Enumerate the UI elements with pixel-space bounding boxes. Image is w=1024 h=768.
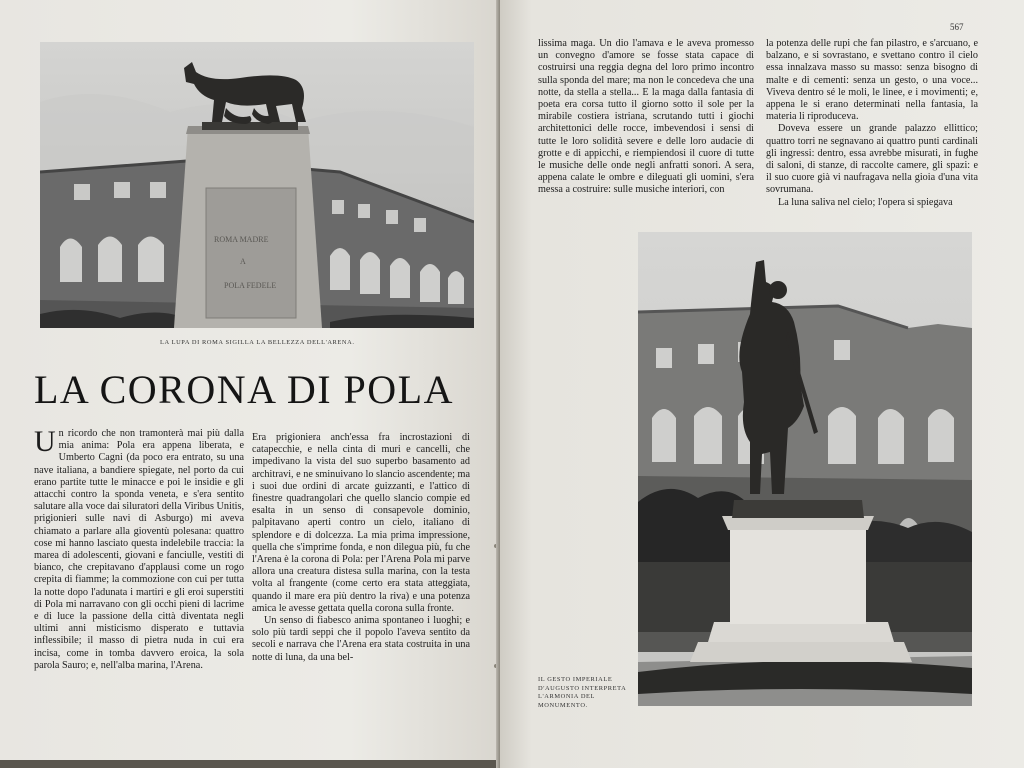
left-column-1 xyxy=(34,425,244,672)
augustus-arena-photo xyxy=(638,232,972,706)
page-number: 567 xyxy=(950,22,964,32)
dropcap-letter: U xyxy=(34,425,56,458)
inscription-line2: A xyxy=(240,257,246,266)
right-column-1 xyxy=(538,38,754,197)
she-wolf-arena-photo xyxy=(40,42,474,328)
augustus-arena-illustration xyxy=(638,232,972,706)
paragraph xyxy=(34,425,244,672)
left-page xyxy=(0,0,500,760)
right-page xyxy=(500,0,1024,768)
augustus-photo-caption: IL GESTO IMPERIALE D'AUGUSTO INTERPRETA L'ARMONIA DEL MONUMENTO. xyxy=(538,676,626,709)
she-wolf-arena-illustration xyxy=(40,42,474,328)
article-title: LA CORONA DI POLA xyxy=(34,367,454,412)
paragraph: Doveva essere un grande palazzo ellittico; quattro torri ne segnavano ai quattro punti cardinali gli ingressi: dentro, essa avrebbe misurati, in fughe di saloni, di stanze, di raccolte camere, gli spazi: e il suo cuore già vi naufragava nella gioia d'una vita sovrumana. xyxy=(766,123,978,196)
paragraph-text: n ricordo che non tramonterà mai più dalla mia anima: Pola era appena liberata, e Umberto Cagni (da poco era entrato, su una nave italiana, a bandiere spiegate, nel porto da cui erano partite tutte le minacce e poi le insidie e gli attacchi contro la sponda veneta, e s'era sentito salutare alla voce dai siluratori della Viribus Unitis, prigionieri sulle navi di Asburgo) mi aveva chiamato a parlare alla gioventù polesana: quattro cose mi hanno lasciato questa indelebile traccia: la marea di adolescenti, giovani e fanciulle, vestiti di bianco, che crepitavano d'applausi come un rogo crepita di fiamme; la commozione con cui per tutta la notte dopo l'adunata i martiri e gli eroi superstiti di Pola mi narravano con gli occhi pieni di lacrime e di luce la passione della città diventata negli ultimi anni misticismo disperato e tuttavia inflessibile; il masso di pietra nuda in cui era incisa, come in tomba davvero eroica, la sola parola Sauro; e, nell'alba marina, l'Arena. xyxy=(34,428,244,671)
paragraph: lissima maga. Un dio l'amava e le aveva promesso un convegno d'amore se fosse stata capace di costruirsi una reggia degna del loro primo incontro sulla sponda del mare; ma non le concedeva che una notte, da stella a stella... E la maga dalla fantasia di poeta era corsa tutto il giorno sotto il sole per la mirabile costiera istriana, scrutando tutti i giochi architettonici delle rocce, imbevendosi i sensi di tutte le loro solidità severe e delle loro audacie di grotte e di appicchi, e riempiendosi il cuore di tutte le musiche delle onde negli anfratti sonori. A sera, appena calate le ombre e dileguati gli uomini, s'era messa a costruire: sulle musiche interiori, con xyxy=(538,38,754,196)
paragraph: la potenza delle rupi che fan pilastro, e s'arcuano, e balzano, e si sovrastano, e svettano contro il cielo essa innalzava masso su masso: senza bisogno di malte e di cementi: senza un gesto, o una voce... Viveva dentro sé le moli, le linee, e i movimenti; e, appena le si erano determinati nella fantasia, la materia li riproduceva. xyxy=(766,38,978,123)
paragraph: Un senso di fiabesco anima spontaneo i luoghi; e solo più tardi seppi che il popolo l'aveva sentito da secoli e narrava che l'Arena era stata costruita in una notte di luna, da una bel- xyxy=(252,615,470,663)
left-column-2 xyxy=(252,432,470,664)
paragraph: La luna saliva nel cielo; l'opera si spiegava xyxy=(778,196,953,208)
right-column-2 xyxy=(766,38,978,209)
inscription-line1: ROMA MADRE xyxy=(214,235,269,244)
inscription-line3: POLA FEDELE xyxy=(224,281,277,290)
paragraph: Era prigioniera anch'essa fra incrostazioni di catapecchie, e nella cinta di muri e cancelli, che impedivano la vista del suo superbo basamento ad architravi, e ne sminuivano lo slancio ascendente; ma i suoi due ordini di arcate guizzanti, e l'attico di finestre quadrangolari che quello slancio compie ed esalta in un senso di consapevole dominio, palpitavano aperti contro un cielo, italiano di splendore e di dolcezza. La mia prima impressione, quella che s'imprime fonda, e non dilegua più, fu che l'Arena è la corona di Pola: per l'Arena Pola mi parve allora una creatura distesa sulla marina, con la testa volta al frangente (come certo era stata atteggiata, quando il mare era più dentro la riva) e una potenza amica le avesse gettata quella corona sulla fronte. xyxy=(252,432,470,614)
wolf-photo-caption: LA LUPA DI ROMA SIGILLA LA BELLEZZA DELL'ARENA. xyxy=(160,339,355,346)
